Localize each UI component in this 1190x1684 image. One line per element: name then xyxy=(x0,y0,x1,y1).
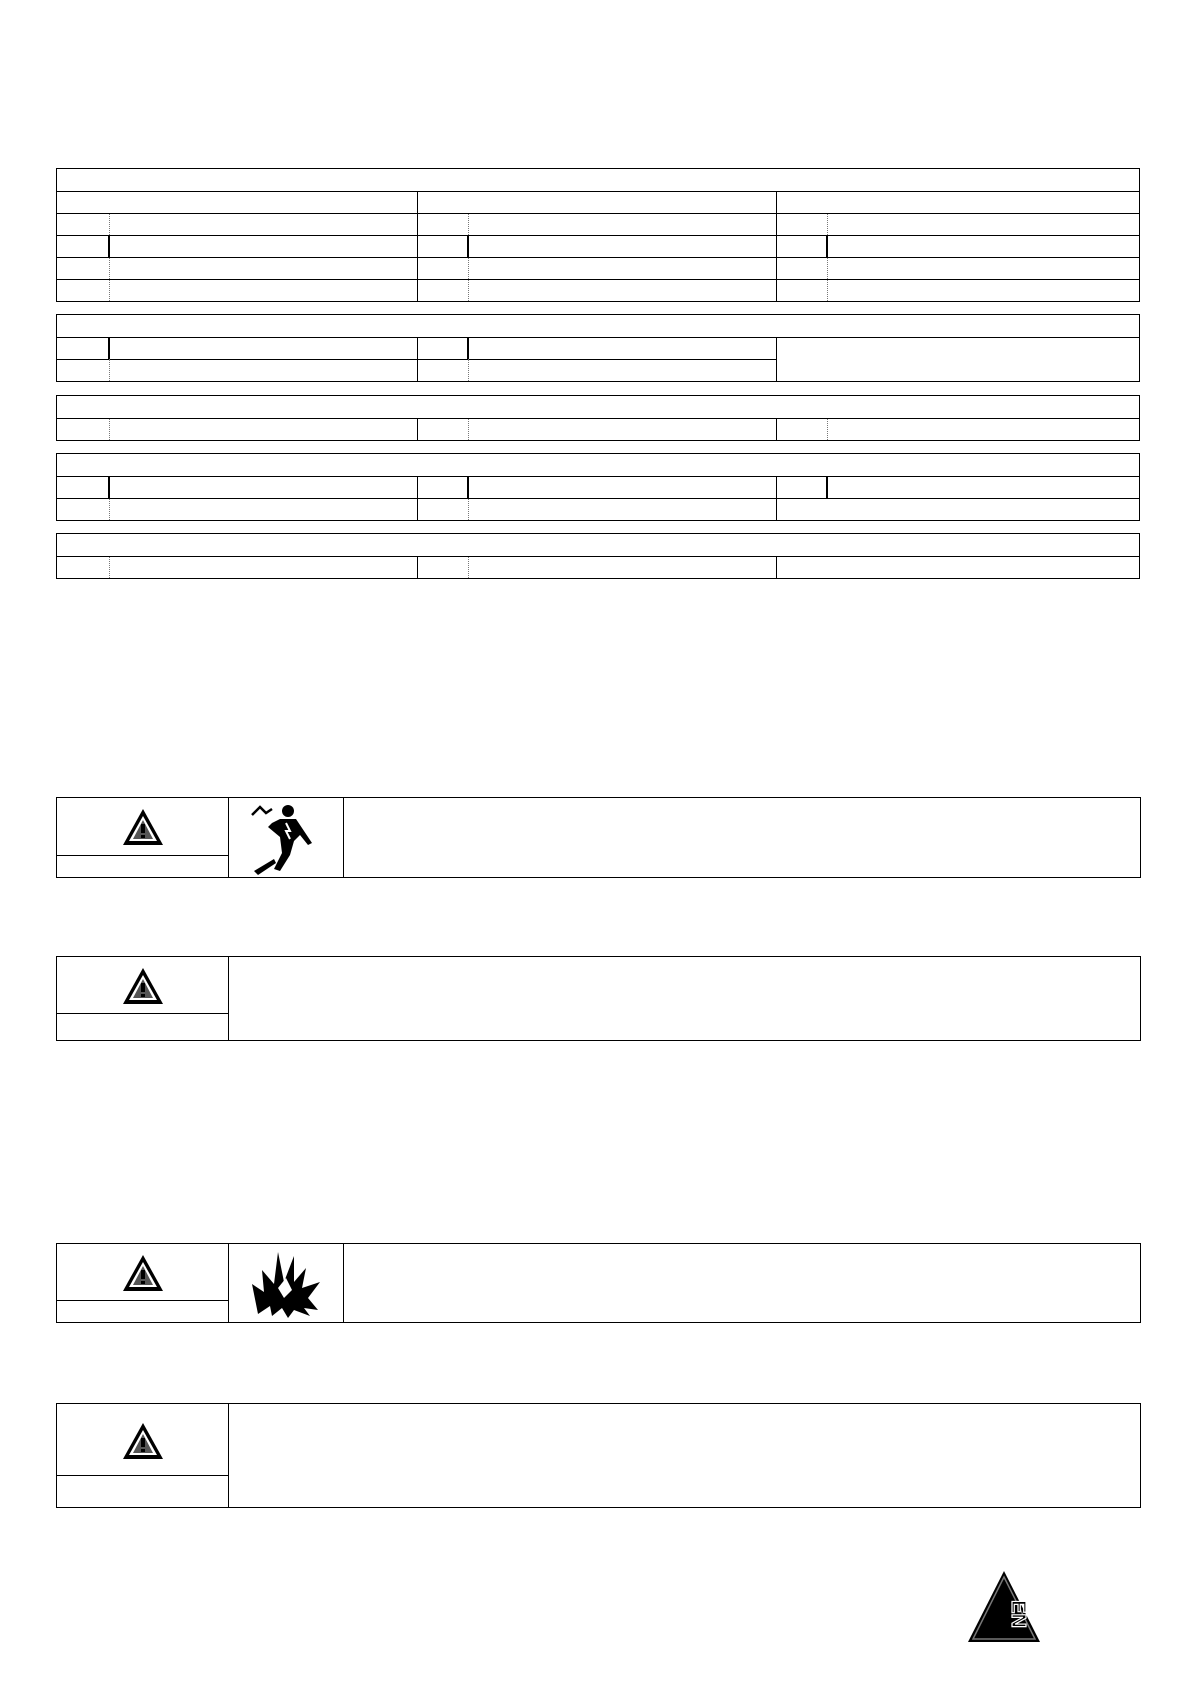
spec-table-1 xyxy=(56,168,1140,302)
table-row xyxy=(57,279,1139,301)
warning-box-electric-shock xyxy=(56,797,1141,878)
warning-label xyxy=(57,1404,229,1507)
table-row xyxy=(57,498,1139,520)
warning-label xyxy=(57,957,229,1040)
warning-box-explosion xyxy=(56,1243,1141,1323)
table-row xyxy=(57,235,1139,257)
spec-table-2 xyxy=(56,314,1140,382)
table-row xyxy=(57,359,1139,381)
table-row xyxy=(57,337,1139,359)
table-title-row xyxy=(57,315,1139,337)
spec-table-5 xyxy=(56,533,1140,579)
warning-signal-word xyxy=(57,1013,228,1040)
warning-text xyxy=(229,957,1140,1040)
language-badge xyxy=(966,1570,1042,1644)
spec-table-3 xyxy=(56,395,1140,441)
warning-label xyxy=(57,1244,229,1322)
pictogram-cell xyxy=(229,798,344,877)
table-header-row xyxy=(57,191,1139,213)
electric-shock-icon xyxy=(246,801,326,875)
warning-signal-word xyxy=(57,855,228,877)
spec-table-4 xyxy=(56,453,1140,521)
table-row xyxy=(57,556,1139,578)
warning-triangle-icon xyxy=(121,807,165,847)
language-badge-icon xyxy=(966,1570,1042,1644)
warning-signal-word xyxy=(57,1475,228,1507)
table-title-row xyxy=(57,454,1139,476)
table-row xyxy=(57,257,1139,279)
table-row xyxy=(57,418,1139,440)
explosion-icon xyxy=(248,1248,324,1318)
warning-label xyxy=(57,798,229,877)
pictogram-cell xyxy=(229,1244,344,1322)
warning-box-4 xyxy=(56,1403,1141,1508)
table-title-row xyxy=(57,169,1139,191)
warning-triangle-icon xyxy=(121,1421,165,1461)
warning-triangle-icon xyxy=(121,966,165,1006)
warning-text xyxy=(344,798,1140,877)
warning-text xyxy=(344,1244,1140,1322)
table-title-row xyxy=(57,534,1139,556)
warning-text xyxy=(229,1404,1140,1507)
warning-triangle-icon xyxy=(121,1253,165,1293)
table-row xyxy=(57,213,1139,235)
table-title-row xyxy=(57,396,1139,418)
warning-signal-word xyxy=(57,1300,228,1322)
table-row xyxy=(57,476,1139,498)
warning-box-2 xyxy=(56,956,1141,1041)
language-badge-text: EN xyxy=(1007,1600,1029,1628)
